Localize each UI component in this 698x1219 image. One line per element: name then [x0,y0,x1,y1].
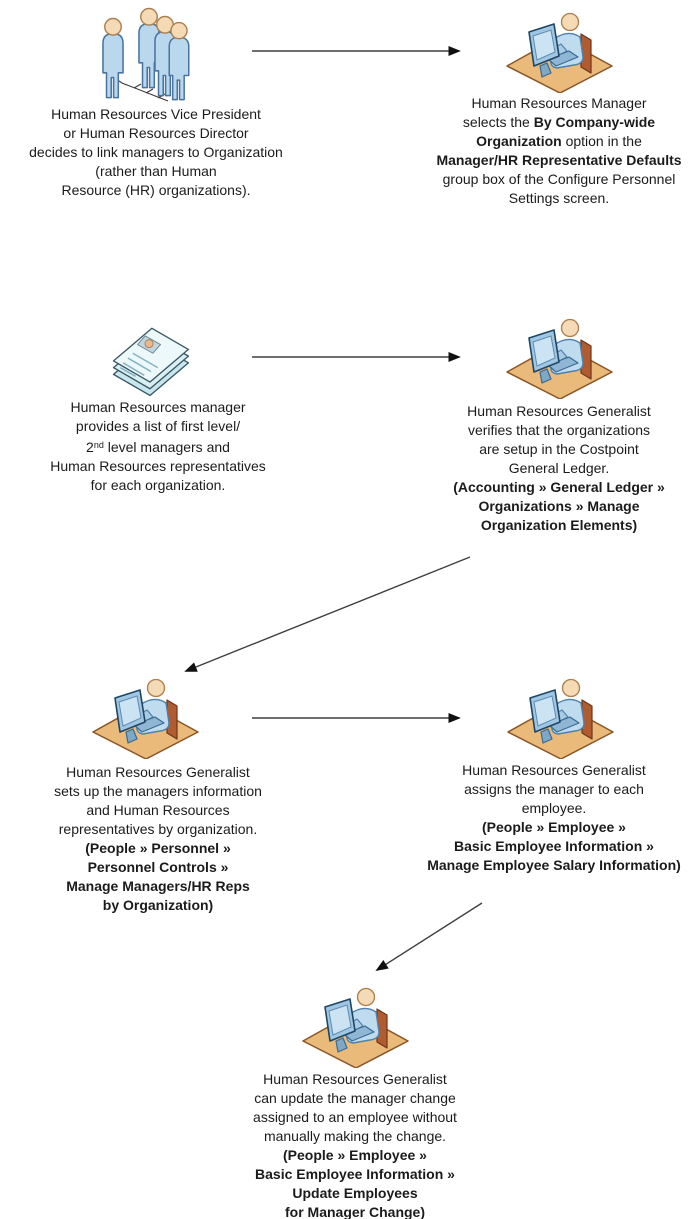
node-caption: Human Resources Generalist verifies that the organizations are setup in the Costpoint General Ledger. (Accounting » General Ledger » Organizations » Manage Organization Elements) [453,403,665,533]
computer-person-icon [504,315,614,399]
node-caption: Human Resources Generalist sets up the managers information and Human Resources representatives by organization. (People » Personnel » Personnel Controls » Manage Managers/HR Reps by Organization) [54,764,262,913]
node-caption: Human Resources Generalist assigns the manager to each employee. (People » Employee » Basic Employee Information » Manage Employee Salary Information) [427,762,681,873]
computer-person-icon [300,984,410,1068]
node-generalist-sets-up-managers [8,675,308,915]
node-caption: Human Resources Manager selects the By Company-wide Organization option in the Manager/HR Representative Defaults group box of the Configure Personnel Settings screen. [436,95,682,206]
node-caption: Human Resources manager provides a list of first level/ 2nd level managers and Human Resources representatives for each organization. [50,399,266,493]
computer-person-icon [504,9,614,93]
node-caption: Human Resources Vice President or Human Resources Director decides to link managers to Organization (rather than Human Resource (HR) organizations). [29,106,283,198]
node-manager-selects-companywide-option [421,9,697,208]
arrow-verify-to-setup [186,557,470,671]
node-caption: Human Resources Generalist can update the manager change assigned to an employee without manually making the change. (People » Employee » Basic Employee Information » Update Employees for Manager Change) [253,1071,457,1219]
computer-person-icon [90,675,200,759]
node-generalist-updates-manager-change [180,984,530,1219]
node-manager-provides-list [8,320,308,495]
arrow-assign-to-update [377,903,482,970]
people-group-icon [85,2,205,102]
node-generalist-verifies-organizations [420,315,698,535]
node-vp-links-managers-decision [0,2,312,200]
computer-person-icon [505,675,615,759]
documents-icon [102,320,198,398]
node-generalist-assigns-manager [410,675,698,875]
